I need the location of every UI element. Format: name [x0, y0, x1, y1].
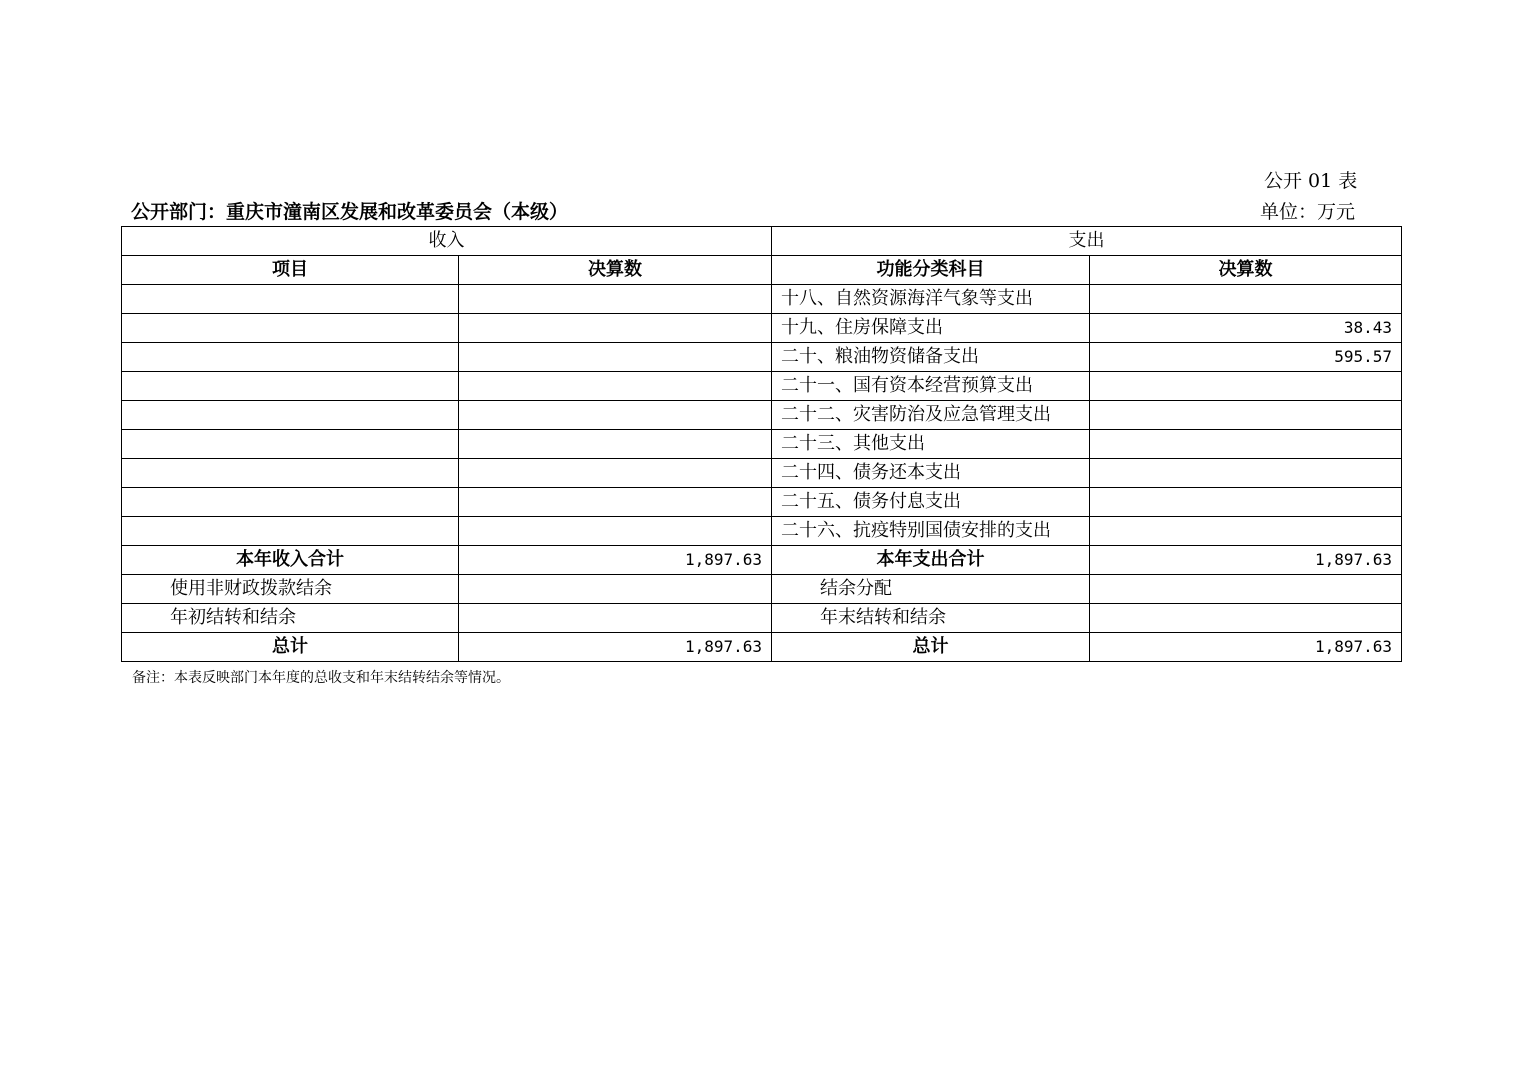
table-row: [122, 314, 1402, 343]
row-func-cell: 二十六、抗疫特别国债安排的支出: [772, 517, 1090, 546]
row-func-cell: 二十一、国有资本经营预算支出: [772, 372, 1090, 401]
row-item-cell: [122, 314, 459, 343]
row-func-amount-cell: [1090, 488, 1402, 517]
row-item-cell: [122, 401, 459, 430]
row-func-cell: 二十四、债务还本支出: [772, 459, 1090, 488]
row-func-cell: 二十五、债务付息支出: [772, 488, 1090, 517]
row-func-cell: 二十三、其他支出: [772, 430, 1090, 459]
row-func-amount-cell: [1090, 372, 1402, 401]
row-item-cell: [122, 285, 459, 314]
department-title: 公开部门：重庆市潼南区发展和改革委员会（本级）: [131, 201, 569, 223]
col-item-header: 项目: [122, 256, 459, 285]
column-header-row: [122, 256, 1402, 285]
table-row: [122, 372, 1402, 401]
table-row: [122, 575, 1402, 604]
row-func-amount-cell: [1090, 575, 1402, 604]
row-item-cell: [122, 372, 459, 401]
table-row: [122, 488, 1402, 517]
table-row: [122, 285, 1402, 314]
row-func-cell: 二十二、灾害防治及应急管理支出: [772, 401, 1090, 430]
col-func-header: 功能分类科目: [772, 256, 1090, 285]
row-func-amount-cell: [1090, 285, 1402, 314]
row-func-amount-cell: 38.43: [1090, 314, 1402, 343]
expense-total-label: 本年支出合计: [772, 546, 1090, 575]
table-row: [122, 517, 1402, 546]
row-func-cell: 结余分配: [772, 575, 1090, 604]
row-func-amount-cell: [1090, 517, 1402, 546]
row-func-cell: 二十、粮油物资储备支出: [772, 343, 1090, 372]
table-row: [122, 343, 1402, 372]
row-func-amount-cell: [1090, 401, 1402, 430]
section-header-row: [122, 227, 1402, 256]
table-number: 公开 01 表: [1264, 170, 1358, 192]
income-total-label: 本年收入合计: [122, 546, 459, 575]
subtotal-row: [122, 546, 1402, 575]
row-amount-cell: [459, 430, 772, 459]
row-item-cell: [122, 517, 459, 546]
row-func-amount-cell: 595.57: [1090, 343, 1402, 372]
table-row: [122, 401, 1402, 430]
table-row: [122, 430, 1402, 459]
row-amount-cell: [459, 575, 772, 604]
row-amount-cell: [459, 517, 772, 546]
row-amount-cell: [459, 285, 772, 314]
row-func-amount-cell: [1090, 604, 1402, 633]
income-total-value: 1,897.63: [459, 546, 772, 575]
row-amount-cell: [459, 372, 772, 401]
footnote: 备注：本表反映部门本年度的总收支和年末结转结余等情况。: [132, 670, 510, 686]
unit-label: 单位：万元: [1260, 201, 1356, 223]
row-amount-cell: [459, 604, 772, 633]
expense-total-value: 1,897.63: [1090, 546, 1402, 575]
row-amount-cell: [459, 459, 772, 488]
grand-total-label-left: 总计: [122, 633, 459, 662]
income-expense-table: [121, 226, 1402, 662]
row-amount-cell: [459, 488, 772, 517]
col-amount-left-header: 决算数: [459, 256, 772, 285]
grand-total-value-left: 1,897.63: [459, 633, 772, 662]
row-func-amount-cell: [1090, 459, 1402, 488]
row-item-cell: [122, 343, 459, 372]
row-item-cell: [122, 430, 459, 459]
grand-total-row: [122, 633, 1402, 662]
row-item-cell: 使用非财政拨款结余: [122, 575, 459, 604]
table-row: [122, 604, 1402, 633]
expense-header: 支出: [772, 227, 1402, 256]
row-item-cell: 年初结转和结余: [122, 604, 459, 633]
grand-total-label-right: 总计: [772, 633, 1090, 662]
row-item-cell: [122, 488, 459, 517]
row-amount-cell: [459, 343, 772, 372]
col-amount-right-header: 决算数: [1090, 256, 1402, 285]
row-amount-cell: [459, 401, 772, 430]
row-func-amount-cell: [1090, 430, 1402, 459]
row-amount-cell: [459, 314, 772, 343]
grand-total-value-right: 1,897.63: [1090, 633, 1402, 662]
row-func-cell: 十九、住房保障支出: [772, 314, 1090, 343]
table-row: [122, 459, 1402, 488]
row-func-cell: 十八、自然资源海洋气象等支出: [772, 285, 1090, 314]
row-func-cell: 年末结转和结余: [772, 604, 1090, 633]
income-header: 收入: [122, 227, 772, 256]
row-item-cell: [122, 459, 459, 488]
